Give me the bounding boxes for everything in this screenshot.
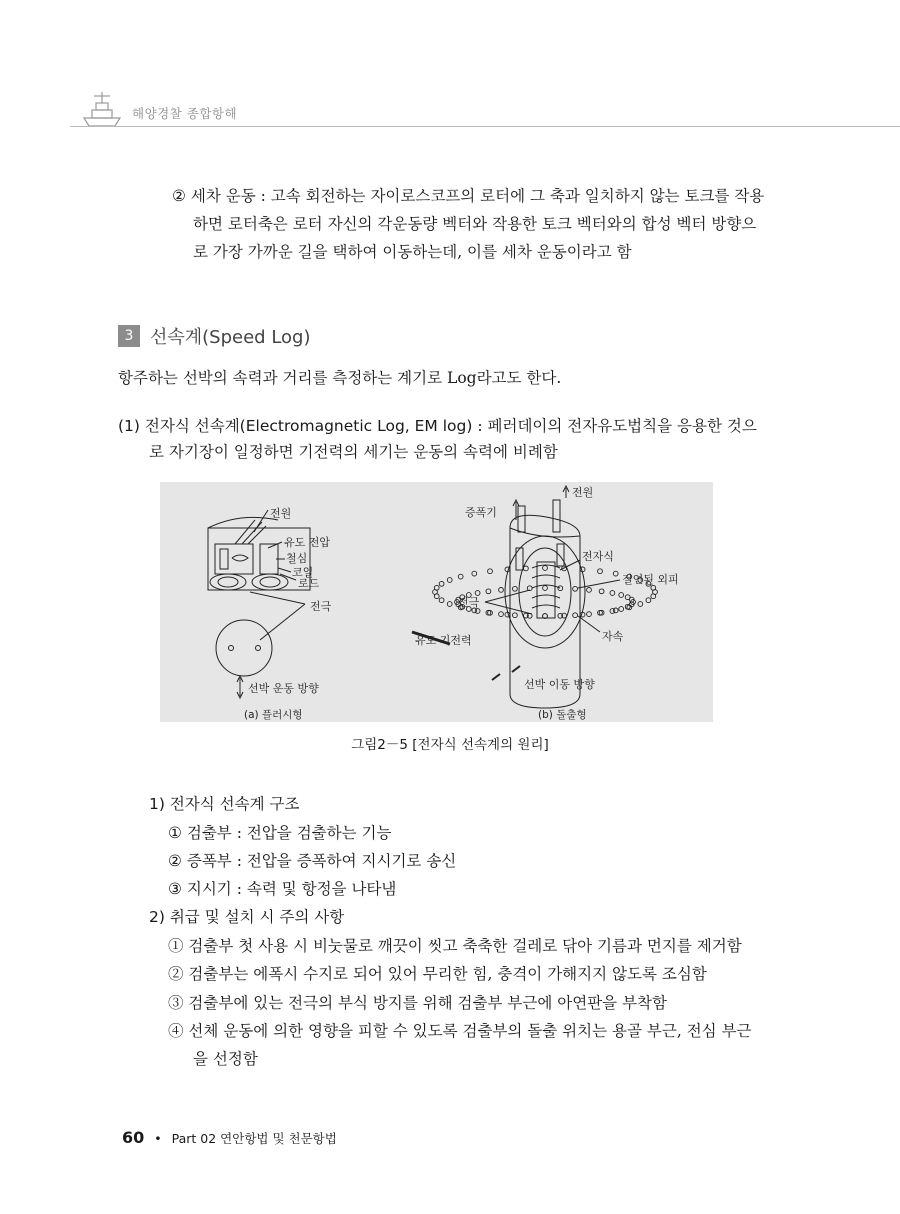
handling-item-2: ② 검출부는 에폭시 수지로 되어 있어 무리한 힘, 충격이 가해지지 않도록 조심함 xyxy=(168,965,707,983)
flux-dot xyxy=(610,609,615,614)
flux-dot xyxy=(613,571,618,576)
label-ship-direction-b: 선박 이동 방향 xyxy=(524,678,595,691)
label-induced-emf: 유도 기전력 xyxy=(415,634,472,647)
flux-dot xyxy=(558,586,563,591)
term-em-log: 전자식 선속계(Electromagnetic Log, EM log) xyxy=(144,417,473,435)
handling-item-3: ③ 검출부에 있는 전극의 부식 방지를 위해 검출부 부근에 아연판을 부착함 xyxy=(168,994,667,1012)
flux-dot xyxy=(447,578,452,583)
em-log-item xyxy=(118,413,768,440)
intro-text: 항주하는 선박의 속력과 거리를 측정하는 계기로 Log라고도 한다. xyxy=(118,369,562,387)
term: 검출부 xyxy=(186,824,232,842)
handling-item-4: ④ 선체 운동에 의한 영향을 피할 수 있도록 검출부의 돌출 위치는 용골 부근, 전심 부근 xyxy=(168,1022,752,1040)
flux-dot xyxy=(524,566,529,571)
page-footer xyxy=(122,1128,337,1147)
item-number: ① xyxy=(168,824,182,842)
flux-dot xyxy=(638,602,643,607)
structure-item-2 xyxy=(168,848,456,875)
precession-line3: 로 가장 가까운 길을 택하여 이동하는데, 이를 세차 운동이라고 함 xyxy=(193,243,632,261)
flux-dot xyxy=(488,569,493,574)
flux-dot xyxy=(543,566,548,571)
flux-dot xyxy=(573,586,578,591)
item-number: ② xyxy=(172,187,186,205)
text: : 속력 및 항정을 나타냄 xyxy=(231,880,397,898)
figure-caption: 그림2－5 [전자식 선속계의 원리] xyxy=(351,737,549,753)
structure-heading: 1) 전자식 선속계 구조 xyxy=(149,795,300,813)
label-electromagnet: 전자식 xyxy=(582,550,614,563)
flux-dot xyxy=(486,589,491,594)
text: : 페러데이의 전자유도법칙을 응용한 것으 xyxy=(472,417,757,435)
section-heading xyxy=(118,322,311,350)
flux-dot xyxy=(599,589,604,594)
term-precession: 세차 운동 xyxy=(190,187,256,205)
flux-dot xyxy=(475,591,480,596)
section-title: 선속계(Speed Log) xyxy=(150,327,311,348)
flux-dot xyxy=(543,586,548,591)
label-coil: 코일 xyxy=(292,566,314,579)
handling-item-4-cont: 을 선정함 xyxy=(193,1050,258,1068)
flux-dot xyxy=(475,609,480,614)
flux-dot xyxy=(651,594,656,599)
flux-dot xyxy=(472,571,477,576)
label-core: 철심 xyxy=(286,552,308,565)
text: : 전압을 검출하는 기능 xyxy=(231,824,392,842)
structure-item-1 xyxy=(168,820,391,847)
flux-dot xyxy=(619,607,624,612)
flux-dot xyxy=(458,574,463,579)
text: : 고속 회전하는 자이로스코프의 로터에 그 축과 일치하지 않는 토크를 작용 xyxy=(255,187,765,205)
em-log-figure xyxy=(160,482,713,722)
label-induced-voltage: 유도 전압 xyxy=(284,536,331,549)
caption-a: (a) 플러시형 xyxy=(244,709,303,721)
label-insulated-shell: 절연된 외피 xyxy=(622,573,679,586)
header-rule xyxy=(70,126,900,127)
footer-separator: • xyxy=(154,1131,162,1146)
em-log-line2: 로 자기장이 일정하면 기전력의 세기는 운동의 속력에 비례함 xyxy=(149,443,558,461)
term: 지시기 xyxy=(186,880,232,898)
structure-item-3 xyxy=(168,876,396,903)
flux-dot xyxy=(598,569,603,574)
label-electrode-b: 전극 xyxy=(458,596,480,609)
label-electrode-a: 전극 xyxy=(310,600,332,613)
handling-heading: 2) 취급 및 설치 시 주의 사항 xyxy=(149,908,345,926)
text: : 전압을 증폭하여 지시기로 송신 xyxy=(231,852,457,870)
flux-dot xyxy=(513,586,518,591)
precession-item xyxy=(172,183,772,210)
page-number: 60 xyxy=(122,1128,145,1147)
label-rod: 로드 xyxy=(298,577,320,590)
item-number: ③ xyxy=(168,880,182,898)
protruding-type-diagram xyxy=(412,486,620,708)
flux-dot xyxy=(513,613,518,618)
flux-dot xyxy=(587,612,592,617)
item-number: (1) xyxy=(118,417,140,435)
term: 증폭부 xyxy=(186,852,232,870)
label-power-a: 전원 xyxy=(270,507,292,520)
flux-dot xyxy=(439,581,444,586)
flux-dot xyxy=(434,585,439,590)
flux-dot xyxy=(587,588,592,593)
item-number: ② xyxy=(168,852,182,870)
ship-icon xyxy=(80,88,124,128)
footer-part: Part 02 연안항법 및 천문항법 xyxy=(171,1131,337,1146)
flux-dot xyxy=(573,613,578,618)
label-power-b: 전원 xyxy=(572,486,594,499)
header-title: 해양경찰 종합항해 xyxy=(132,106,238,121)
flux-dot xyxy=(499,612,504,617)
section-number: 3 xyxy=(118,325,140,347)
caption-b: (b) 돌출형 xyxy=(538,709,587,721)
flux-dot xyxy=(651,585,656,590)
precession-line2: 하면 로터축은 로터 자신의 각운동량 벡터와 작용한 토크 벡터와의 합성 벡터 방향으 xyxy=(193,215,757,233)
flux-dot xyxy=(646,598,651,603)
flux-dot xyxy=(439,598,444,603)
flux-dot xyxy=(619,593,624,598)
handling-item-1: ① 검출부 첫 사용 시 비눗물로 깨끗이 씻고 축축한 걸레로 닦아 기름과 먼지를 제거함 xyxy=(168,937,742,955)
flux-dot xyxy=(499,588,504,593)
label-flux: 자속 xyxy=(602,630,624,643)
label-ship-direction-a: 선박 운동 방향 xyxy=(248,682,319,695)
flux-dot xyxy=(610,591,615,596)
label-amplifier: 증폭기 xyxy=(465,506,497,519)
flux-dot xyxy=(447,602,452,607)
